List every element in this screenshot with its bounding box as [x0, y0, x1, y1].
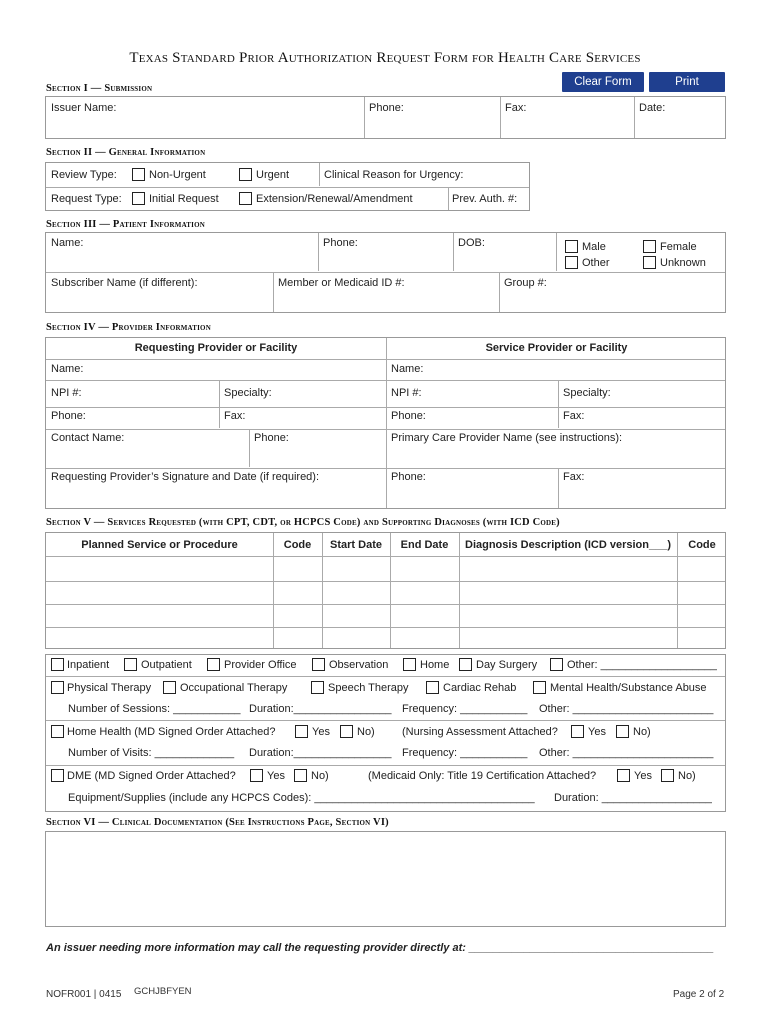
home-health-checkbox[interactable]	[51, 725, 64, 738]
provider-office-label: Provider Office	[224, 659, 297, 671]
section-4-heading: Section IV — Provider Information	[46, 322, 211, 333]
section-5-table	[45, 532, 726, 649]
nursing-no-label: No)	[633, 726, 651, 738]
frequency-2-label: Frequency: ___________	[402, 747, 528, 759]
other-gender-label: Other	[582, 257, 610, 269]
non-urgent-checkbox[interactable]	[132, 168, 145, 181]
prev-auth-label: Prev. Auth. #:	[452, 193, 518, 205]
nursing-no-checkbox[interactable]	[616, 725, 629, 738]
unknown-gender-label: Unknown	[660, 257, 706, 269]
mental-health-checkbox[interactable]	[533, 681, 546, 694]
mental-health-label: Mental Health/Substance Abuse	[550, 682, 707, 694]
service-provider-header: Service Provider or Facility	[485, 342, 628, 354]
svc-phone-label: Phone:	[391, 410, 426, 422]
inpatient-label: Inpatient	[67, 659, 110, 671]
pcp-phone-label: Phone:	[391, 471, 426, 483]
section-2-box	[45, 162, 530, 211]
initial-request-checkbox[interactable]	[132, 192, 145, 205]
section-4-box	[45, 337, 726, 509]
cardiac-rehab-checkbox[interactable]	[426, 681, 439, 694]
issuer-note: An issuer needing more information may call the requesting provider directly at: ________________________________________	[46, 942, 714, 954]
pcp-name-label: Primary Care Provider Name (see instructions):	[391, 432, 623, 444]
observation-checkbox[interactable]	[312, 658, 325, 671]
request-type-label: Request Type:	[51, 193, 122, 205]
dme-no-checkbox[interactable]	[294, 769, 307, 782]
svc-fax-label: Fax:	[563, 410, 585, 422]
requesting-provider-header: Requesting Provider or Facility	[134, 342, 298, 354]
male-label: Male	[582, 241, 606, 253]
other-1-label: Other: _______________________	[539, 703, 714, 715]
section-5-heading: Section V — Services Requested (with CPT, CDT, or HCPCS Code) and Supporting Diagnoses (with ICD Code)	[46, 517, 560, 528]
extension-checkbox[interactable]	[239, 192, 252, 205]
svc-specialty-label: Specialty:	[563, 387, 611, 399]
req-phone-label: Phone:	[51, 410, 86, 422]
nursing-assessment-label: (Nursing Assessment Attached?	[402, 726, 558, 738]
equipment-label: Equipment/Supplies (include any HCPCS Codes): ____________________________________	[68, 792, 535, 804]
dob-label: DOB:	[458, 237, 485, 249]
extension-label: Extension/Renewal/Amendment	[256, 193, 413, 205]
col-end-date: End Date	[400, 539, 449, 551]
frequency-1-label: Frequency: ___________	[402, 703, 528, 715]
review-type-label: Review Type:	[51, 169, 117, 181]
occupational-therapy-checkbox[interactable]	[163, 681, 176, 694]
day-surgery-checkbox[interactable]	[459, 658, 472, 671]
other-setting-checkbox[interactable]	[550, 658, 563, 671]
print-button[interactable]: Print	[649, 72, 725, 92]
home-label: Home	[420, 659, 450, 671]
section-2-heading: Section II — General Information	[46, 147, 206, 158]
member-id-label: Member or Medicaid ID #:	[278, 277, 405, 289]
contact-name-label: Contact Name:	[51, 432, 125, 444]
unknown-gender-checkbox[interactable]	[643, 256, 656, 269]
speech-therapy-label: Speech Therapy	[328, 682, 409, 694]
urgent-checkbox[interactable]	[239, 168, 252, 181]
issuer-name-label: Issuer Name:	[51, 102, 117, 114]
home-health-no-checkbox[interactable]	[340, 725, 353, 738]
medicaid-label: (Medicaid Only: Title 19 Certification Attached?	[368, 770, 597, 782]
cardiac-rehab-label: Cardiac Rehab	[443, 682, 517, 694]
section-3-box	[45, 232, 726, 313]
dme-checkbox[interactable]	[51, 769, 64, 782]
dme-yes-label: Yes	[267, 770, 285, 782]
section-6-heading: Section VI — Clinical Documentation (See Instructions Page, Section VI)	[46, 817, 389, 828]
home-checkbox[interactable]	[403, 658, 416, 671]
physical-therapy-label: Physical Therapy	[67, 682, 152, 694]
speech-therapy-checkbox[interactable]	[311, 681, 324, 694]
dme-yes-checkbox[interactable]	[250, 769, 263, 782]
dme-no-label: No)	[311, 770, 329, 782]
observation-label: Observation	[329, 659, 389, 671]
physical-therapy-checkbox[interactable]	[51, 681, 64, 694]
medicaid-yes-label: Yes	[634, 770, 652, 782]
other-2-label: Other: _______________________	[539, 747, 714, 759]
clear-form-button[interactable]: Clear Form	[562, 72, 644, 92]
clinical-reason-label: Clinical Reason for Urgency:	[324, 169, 464, 181]
home-health-yes-checkbox[interactable]	[295, 725, 308, 738]
medicaid-no-checkbox[interactable]	[661, 769, 674, 782]
col-code-2: Code	[688, 539, 716, 551]
section-3-heading: Section III — Patient Information	[46, 219, 206, 230]
non-urgent-label: Non-Urgent	[149, 169, 206, 181]
req-npi-label: NPI #:	[51, 387, 82, 399]
day-surgery-label: Day Surgery	[476, 659, 538, 671]
col-code: Code	[283, 539, 312, 551]
section-1-box	[45, 96, 726, 139]
clinical-documentation-box[interactable]	[45, 831, 726, 927]
form-id: NOFR001 | 0415	[46, 989, 122, 1000]
duration-3-label: Duration: __________________	[554, 792, 712, 804]
form-title: Texas Standard Prior Authorization Request Form for Health Care Services	[129, 50, 641, 66]
form-code: GCHJBFYEN	[134, 986, 192, 997]
req-specialty-label: Specialty:	[224, 387, 272, 399]
occupational-therapy-label: Occupational Therapy	[180, 682, 288, 694]
duration-1-label: Duration:________________	[249, 703, 392, 715]
col-start-date: Start Date	[330, 539, 382, 551]
urgent-label: Urgent	[256, 169, 290, 181]
nursing-yes-label: Yes	[588, 726, 606, 738]
subscriber-name-label: Subscriber Name (if different):	[51, 277, 198, 289]
outpatient-label: Outpatient	[141, 659, 192, 671]
dme-label: DME (MD Signed Order Attached?	[67, 770, 236, 782]
home-health-no-label: No)	[357, 726, 375, 738]
nursing-yes-checkbox[interactable]	[571, 725, 584, 738]
patient-name-label: Name:	[51, 237, 84, 249]
req-name-label: Name:	[51, 363, 84, 375]
section-1-heading: Section I — Submission	[46, 83, 153, 94]
medicaid-yes-checkbox[interactable]	[617, 769, 630, 782]
sessions-label: Number of Sessions: ___________	[68, 703, 241, 715]
female-checkbox[interactable]	[643, 240, 656, 253]
col-planned-service: Planned Service or Procedure	[81, 539, 238, 551]
contact-phone-label: Phone:	[254, 432, 289, 444]
section-5-options	[45, 654, 726, 812]
male-checkbox[interactable]	[565, 240, 578, 253]
page-number: Page 2 of 2	[673, 989, 725, 1000]
date-label: Date:	[639, 102, 666, 114]
group-label: Group #:	[504, 277, 547, 289]
other-gender-checkbox[interactable]	[565, 256, 578, 269]
visits-label: Number of Visits: _____________	[68, 747, 235, 759]
req-fax-label: Fax:	[224, 410, 246, 422]
phone-label: Phone:	[369, 102, 404, 114]
other-setting-label: Other: ___________________	[567, 659, 717, 671]
inpatient-checkbox[interactable]	[51, 658, 64, 671]
col-diagnosis: Diagnosis Description (ICD version___)	[465, 539, 671, 551]
provider-office-checkbox[interactable]	[207, 658, 220, 671]
female-label: Female	[660, 241, 697, 253]
signature-label: Requesting Provider’s Signature and Date (if required):	[51, 471, 320, 483]
fax-label: Fax:	[505, 102, 527, 114]
svc-npi-label: NPI #:	[391, 387, 422, 399]
outpatient-checkbox[interactable]	[124, 658, 137, 671]
patient-phone-label: Phone:	[323, 237, 358, 249]
pcp-fax-label: Fax:	[563, 471, 585, 483]
medicaid-no-label: No)	[678, 770, 696, 782]
home-health-label: Home Health (MD Signed Order Attached?	[67, 726, 276, 738]
initial-request-label: Initial Request	[149, 193, 219, 205]
home-health-yes-label: Yes	[312, 726, 330, 738]
svc-name-label: Name:	[391, 363, 424, 375]
duration-2-label: Duration:________________	[249, 747, 392, 759]
